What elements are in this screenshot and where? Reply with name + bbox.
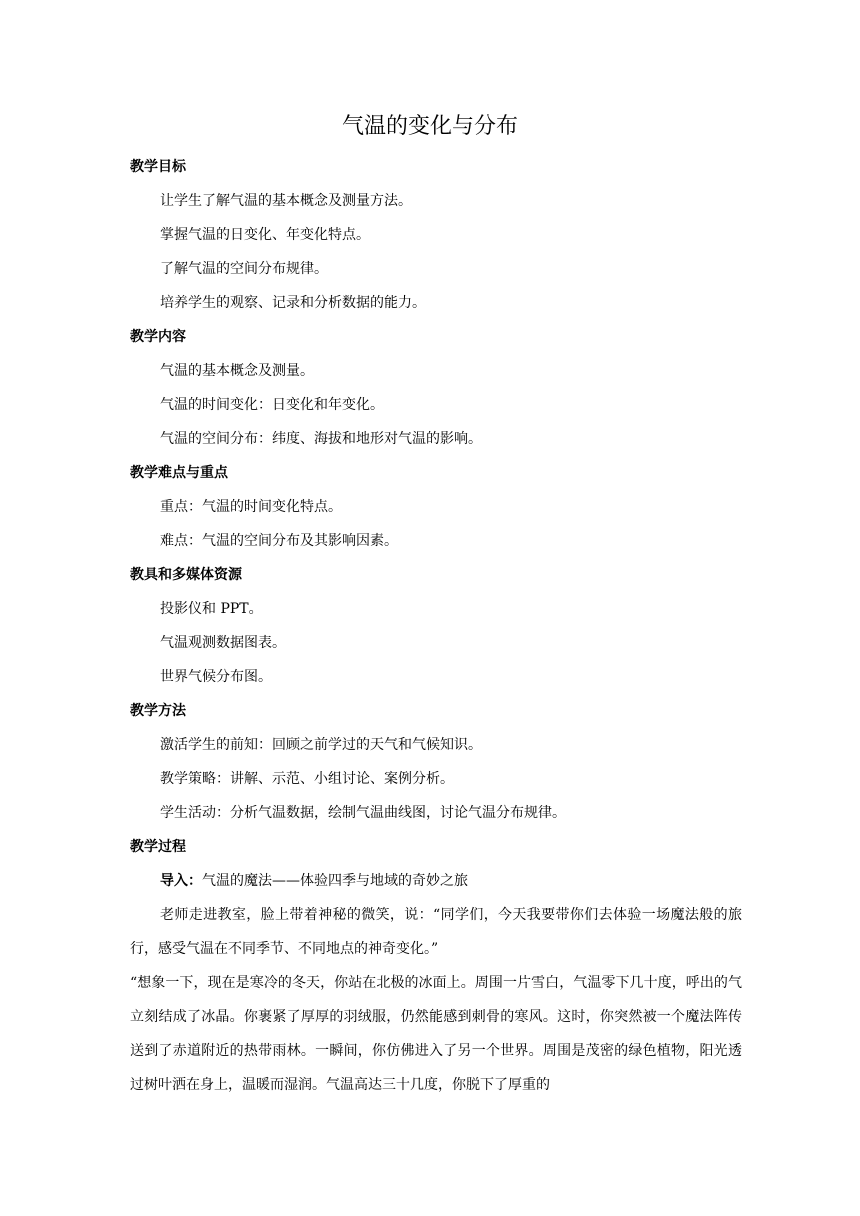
objective-item: 让学生了解气温的基本概念及测量方法。: [160, 193, 412, 209]
section-heading-content: 教学内容: [130, 329, 186, 345]
process-paragraph: 老师走进教室，脸上带着神秘的微笑，说：“同学们，今天我要带你们去体验一场魔法般的旅行，感受气温在不同季节、不同地点的神奇变化。”: [130, 907, 742, 957]
intro-text: 气温的魔法——体验四季与地域的奇妙之旅: [202, 873, 468, 889]
objective-item: 了解气温的空间分布规律。: [160, 261, 328, 277]
section-heading-key-points: 教学难点与重点: [130, 465, 228, 481]
process-intro: [130, 864, 742, 898]
resource-item: 投影仪和 PPT。: [160, 601, 263, 617]
intro-label: 导入：: [160, 873, 202, 889]
method-item: 教学策略：讲解、示范、小组讨论、案例分析。: [160, 771, 454, 787]
resource-item: 世界气候分布图。: [160, 669, 272, 685]
key-point-item: 难点：气温的空间分布及其影响因素。: [160, 533, 398, 549]
resource-item: 气温观测数据图表。: [160, 635, 286, 651]
method-item: 激活学生的前知：回顾之前学过的天气和气候知识。: [160, 737, 482, 753]
method-item: 学生活动：分析气温数据，绘制气温曲线图，讨论气温分布规律。: [160, 805, 566, 821]
section-heading-objectives: 教学目标: [130, 159, 186, 175]
process-paragraph: “想象一下，现在是寒冷的冬天，你站在北极的冰面上。周围一片雪白，气温零下几十度，呼出的气立刻结成了冰晶。你裹紧了厚厚的羽绒服，仍然能感到刺骨的寒风。这时，你突然被一个魔法阵传送到了赤道附近的热带雨林。一瞬间，你仿佛进入了另一个世界。周围是茂密的绿色植物，阳光透过树叶洒在身上，温暖而湿润。气温高达三十几度，你脱下了厚重的: [130, 975, 742, 1093]
content-item: 气温的空间分布：纬度、海拔和地形对气温的影响。: [160, 431, 482, 447]
section-heading-process: 教学过程: [130, 839, 186, 855]
document-title: 气温的变化与分布: [341, 114, 518, 139]
section-heading-methods: 教学方法: [130, 703, 186, 719]
document-body: [130, 150, 742, 1102]
objective-item: 培养学生的观察、记录和分析数据的能力。: [160, 295, 426, 311]
key-point-item: 重点：气温的时间变化特点。: [160, 499, 342, 515]
content-item: 气温的基本概念及测量。: [160, 363, 314, 379]
objective-item: 掌握气温的日变化、年变化特点。: [160, 227, 370, 243]
content-item: 气温的时间变化：日变化和年变化。: [160, 397, 384, 413]
section-heading-resources: 教具和多媒体资源: [130, 567, 242, 583]
